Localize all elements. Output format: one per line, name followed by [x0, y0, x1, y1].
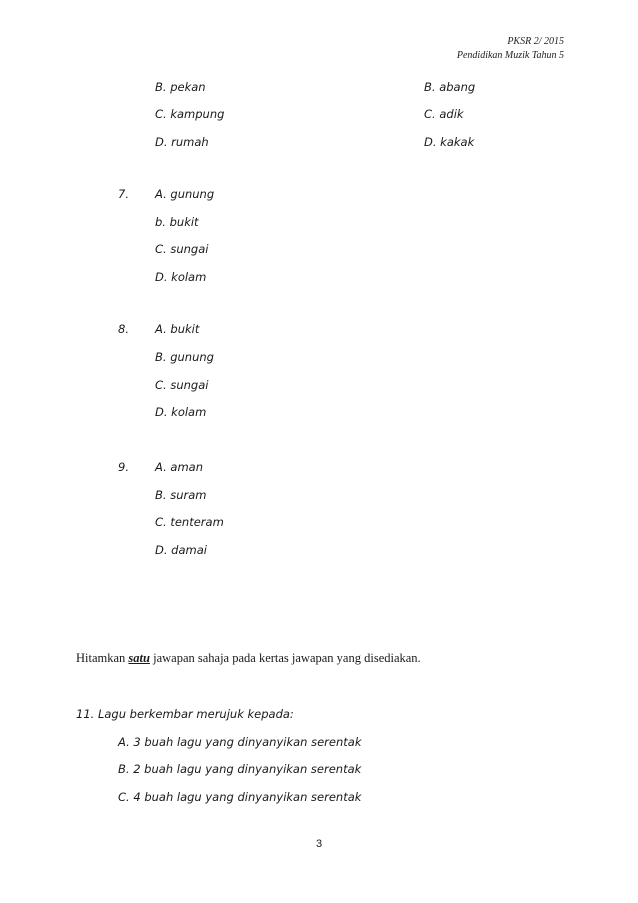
q9-number: 9.	[118, 460, 129, 474]
q11-option-a: A. 3 buah lagu yang dinyanyikan serentak	[118, 735, 362, 749]
instruction-before: Hitamkan	[76, 651, 129, 665]
q8-option-d: D. kolam	[155, 405, 207, 419]
header-subject: Pendidikan Muzik Tahun 5	[456, 50, 564, 61]
q8-number: 8.	[118, 322, 129, 336]
q11-question: 11. Lagu berkembar merujuk kepada:	[76, 707, 294, 721]
q7-number: 7.	[118, 187, 129, 201]
q6-right-option-b: B. abang	[424, 80, 476, 94]
q11-option-c: C. 4 buah lagu yang dinyanyikan serentak	[118, 790, 362, 804]
page-number: 3	[315, 838, 323, 850]
q6-left-option-b: B. pekan	[155, 80, 206, 94]
q7-option-d: D. kolam	[155, 270, 207, 284]
q7-option-b: b. bukit	[155, 215, 199, 229]
q6-right-option-c: C. adik	[424, 107, 464, 121]
q6-left-option-d: D. rumah	[155, 135, 209, 149]
q7-option-c: C. sungai	[155, 242, 209, 256]
instruction-after: jawapan sahaja pada kertas jawapan yang disediakan.	[149, 651, 421, 665]
q8-option-c: C. sungai	[155, 378, 209, 392]
instruction-emphasis: satu	[128, 651, 150, 665]
q9-option-b: B. suram	[155, 488, 207, 502]
q8-option-a: A. bukit	[155, 322, 200, 336]
header-exam-code: PKSR 2/ 2015	[507, 36, 564, 47]
q7-option-a: A. gunung	[155, 187, 215, 201]
q6-left-option-c: C. kampung	[155, 107, 225, 121]
q6-right-option-d: D. kakak	[424, 135, 475, 149]
q8-option-b: B. gunung	[155, 350, 214, 364]
q9-option-c: C. tenteram	[155, 515, 224, 529]
answer-instruction	[76, 651, 421, 666]
q9-option-a: A. aman	[155, 460, 203, 474]
q9-option-d: D. damai	[155, 543, 207, 557]
q11-option-b: B. 2 buah lagu yang dinyanyikan serentak	[118, 762, 362, 776]
